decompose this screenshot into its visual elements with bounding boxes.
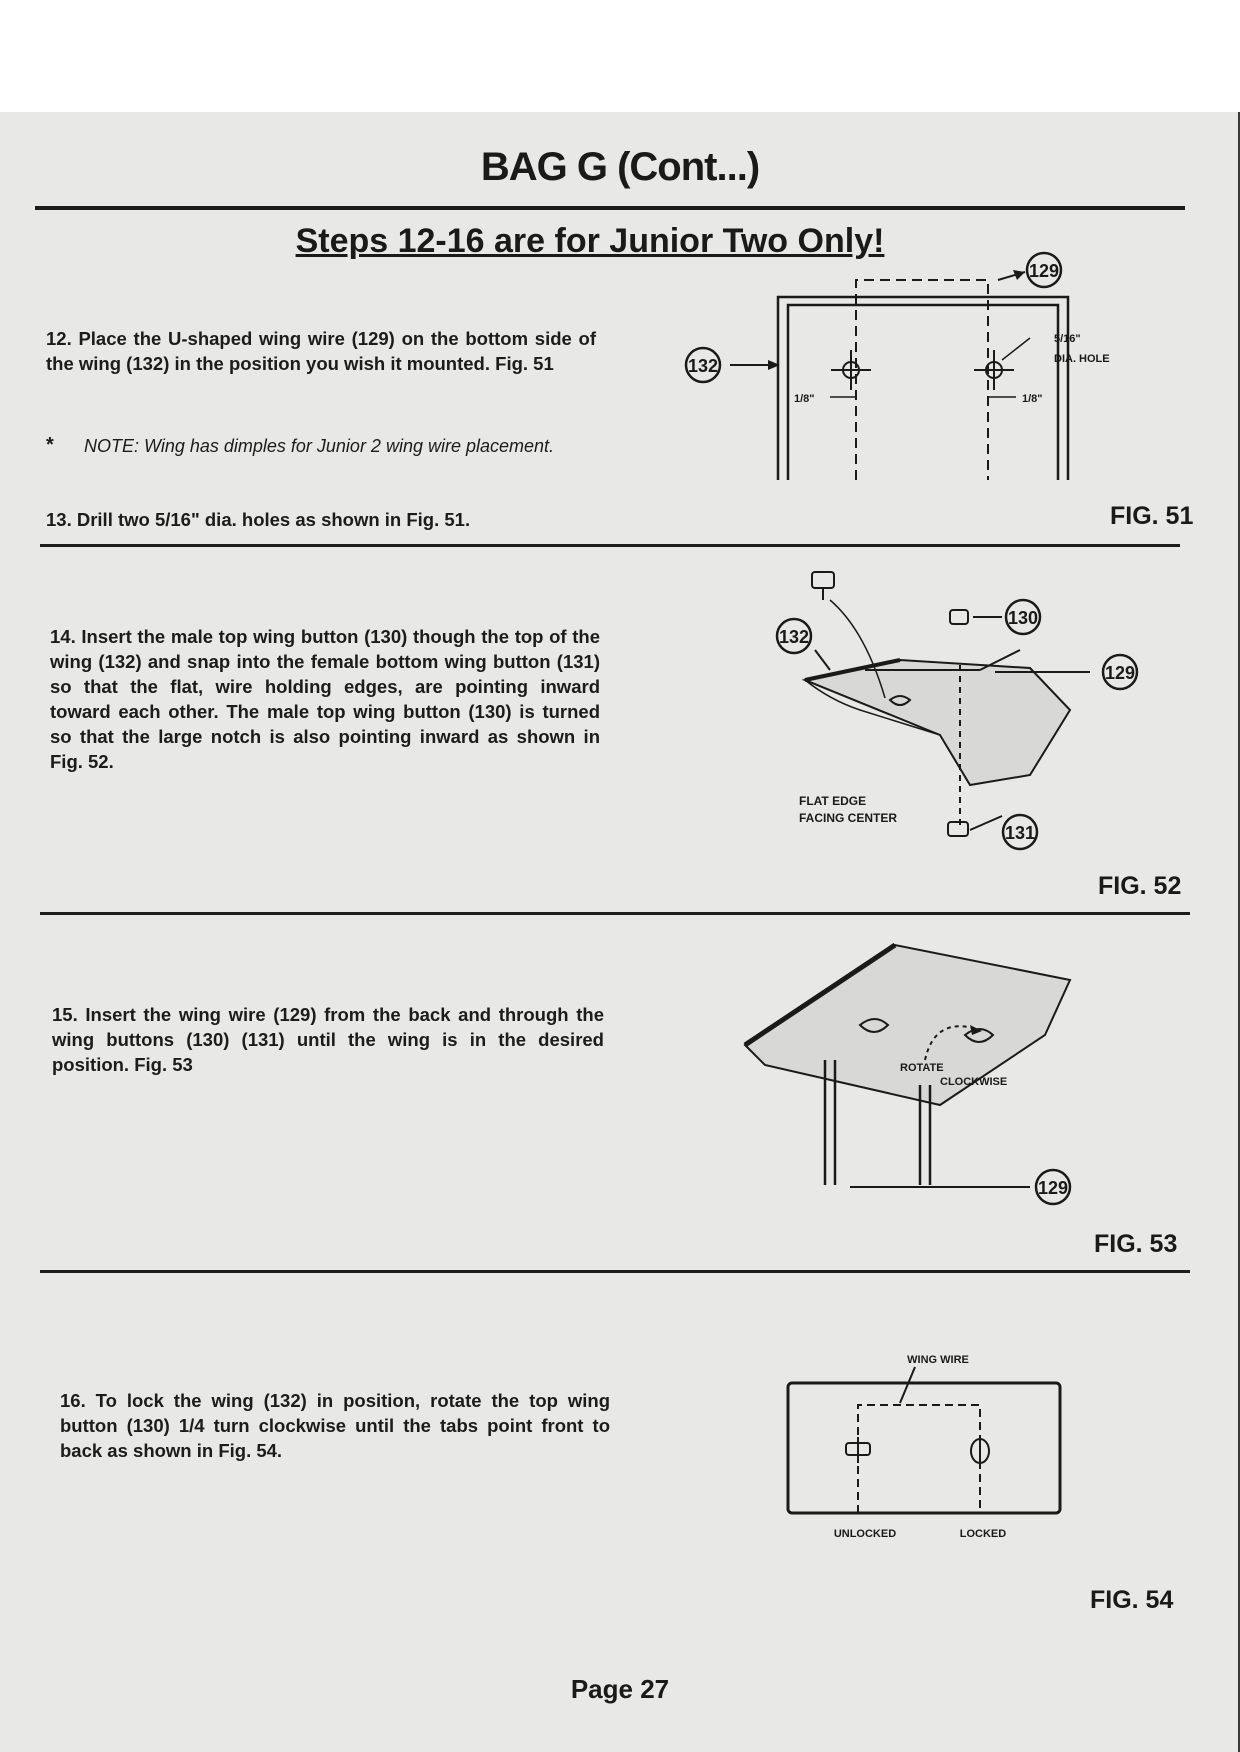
figure-54-label: FIG. 54 — [1090, 1586, 1174, 1614]
callout-129-fig53: 129 — [1037, 1178, 1069, 1198]
flat-edge-label: FLAT EDGE — [799, 794, 867, 808]
callout-129-badge-fig53 — [1036, 1170, 1070, 1204]
hole-label: DIA. HOLE — [1054, 353, 1110, 365]
note-text: NOTE: Wing has dimples for Junior 2 wing wire placement. — [84, 436, 555, 456]
divider-fig52 — [40, 912, 1190, 915]
note-asterisk: * — [46, 434, 54, 456]
callout-132-badge-fig52 — [777, 619, 811, 653]
step-14-text: 14. Insert the male top wing button (130) though the top of the wing (132) and snap into the female bottom wing button (131) so that the flat, wire holding edges, are pointing inward toward each other. The male top wing button (130) is turned so that the large notch is also pointing inward as shown in Fig. 52. — [50, 626, 600, 772]
divider-fig53 — [40, 1270, 1190, 1273]
offset-left: 1/8" — [794, 393, 815, 405]
callout-131-badge — [1003, 815, 1037, 849]
page-number: Page 27 — [570, 1674, 670, 1704]
step-15-text: 15. Insert the wing wire (129) from the back and through the wing buttons (130) (131) until the wing is in the desired position. Fig. 53 — [52, 1004, 604, 1075]
figure-51-diagram — [670, 250, 1110, 480]
unlocked-label: UNLOCKED — [833, 1528, 897, 1540]
facing-center-label: FACING CENTER — [799, 811, 898, 825]
figure-51-label: FIG. 51 — [1110, 502, 1194, 530]
callout-132-fig52: 132 — [778, 627, 810, 647]
callout-131: 131 — [1004, 823, 1036, 843]
locked-label: LOCKED — [959, 1528, 1007, 1540]
callout-129-fig52: 129 — [1104, 663, 1136, 683]
callout-129-badge-fig52 — [1103, 655, 1137, 689]
callout-132-badge — [686, 348, 720, 382]
step-16-text: 16. To lock the wing (132) in position, rotate the top wing button (130) 1/4 turn clockwise until the tabs point front to back as shown in Fig. 54. — [60, 1390, 610, 1461]
rotate-label: ROTATE — [900, 1062, 944, 1074]
divider-fig51 — [40, 544, 1180, 547]
clockwise-label: CLOCKWISE — [940, 1076, 1008, 1088]
figure-53-diagram — [740, 935, 1100, 1215]
figure-53-label: FIG. 53 — [1094, 1230, 1178, 1258]
figure-52-label: FIG. 52 — [1098, 872, 1182, 900]
figure-54-diagram — [780, 1345, 1080, 1545]
wing-wire-label: WING WIRE — [907, 1354, 969, 1366]
callout-130-badge — [1006, 600, 1040, 634]
offset-right: 1/8" — [1022, 393, 1043, 405]
callout-132: 132 — [687, 356, 719, 376]
callout-130: 130 — [1007, 608, 1039, 628]
header-divider — [35, 206, 1185, 210]
steps-title: Steps 12-16 are for Junior Two Only! — [295, 222, 885, 260]
step-13-text: 13. Drill two 5/16" dia. holes as shown in Fig. 51. — [46, 509, 471, 530]
step-12-text: 12. Place the U-shaped wing wire (129) on the bottom side of the wing (132) in the position you wish it mounted. Fig. 51 — [46, 328, 596, 374]
hole-size: 5/16" — [1054, 333, 1081, 345]
callout-129: 129 — [1028, 261, 1060, 281]
figure-52-diagram — [770, 560, 1140, 860]
callout-129-badge — [1027, 253, 1061, 287]
bag-title: BAG G (Cont...) — [480, 145, 760, 189]
